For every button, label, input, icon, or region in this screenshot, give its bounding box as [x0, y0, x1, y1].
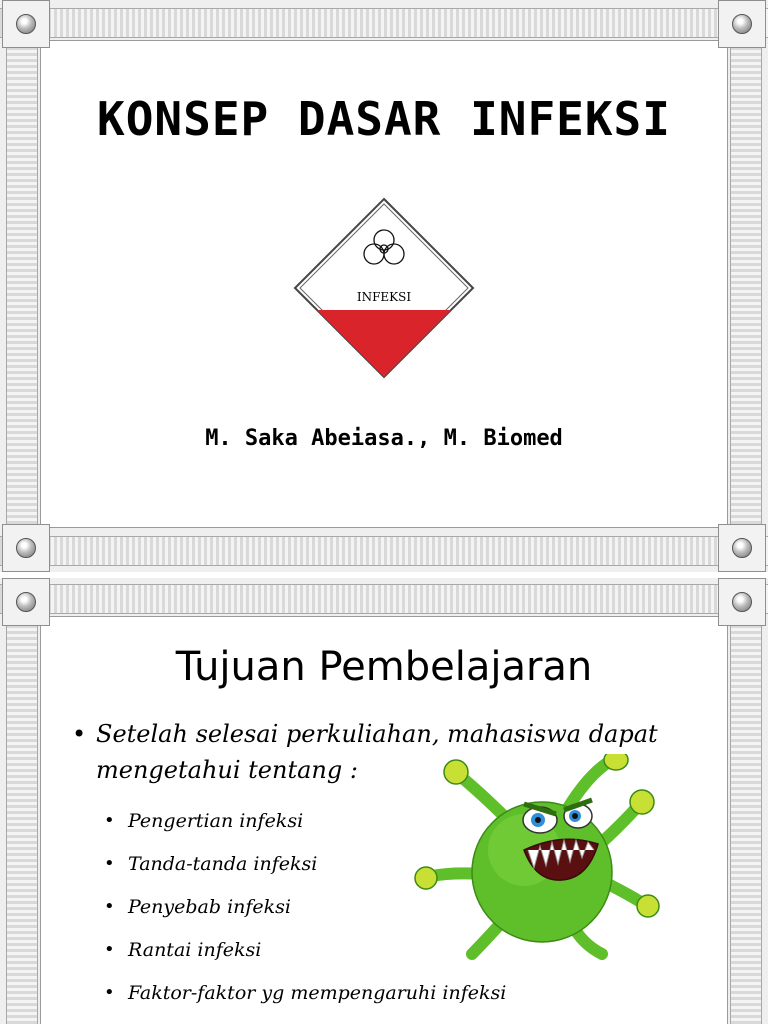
list-item	[102, 976, 506, 1019]
slide-title: Tujuan Pembelajaran	[175, 644, 593, 690]
bullet-icon: •	[104, 939, 115, 960]
list-item-text: Penyebab infeksi	[128, 896, 292, 918]
rivet-icon	[16, 538, 36, 558]
bullet-icon: •	[72, 720, 87, 748]
bullet-icon: •	[104, 982, 115, 1003]
intro-text: Setelah selesai perkuliahan, mahasiswa dapat mengetahui tentang :	[96, 720, 658, 784]
slide-title: KONSEP DASAR INFEKSI	[97, 92, 671, 146]
list-item-text: Faktor-faktor yg mempengaruhi infeksi	[128, 982, 507, 1004]
author-name: M. Saka Abeiasa., M. Biomed	[205, 426, 563, 451]
list-item	[102, 847, 506, 890]
rivet-icon	[732, 14, 752, 34]
rivet-icon	[732, 538, 752, 558]
list-item	[102, 890, 506, 933]
bullet-icon: •	[104, 896, 115, 917]
hazard-diamond-icon	[292, 196, 476, 380]
corner-top-right	[718, 0, 766, 48]
list-item	[102, 804, 506, 847]
list-item	[102, 933, 506, 976]
bullet-icon: •	[104, 810, 115, 831]
corner-top-left	[2, 0, 50, 48]
rivet-icon	[16, 592, 36, 612]
topic-list	[102, 804, 506, 1019]
corner-bottom-left	[2, 524, 50, 572]
frame-rail-left	[6, 0, 38, 572]
hazard-red-band	[292, 310, 476, 380]
frame-rail-right	[730, 0, 762, 572]
rivet-icon	[16, 14, 36, 34]
list-item-text: Pengertian infeksi	[128, 810, 304, 832]
frame-rail-top	[0, 8, 768, 38]
slide-2	[0, 578, 768, 1024]
corner-top-right	[718, 578, 766, 626]
bullet-icon: •	[104, 853, 115, 874]
list-item-text: Tanda-tanda infeksi	[128, 853, 318, 875]
corner-bottom-right	[718, 524, 766, 572]
infeksi-hazard-label	[292, 196, 476, 380]
frame-rail-top	[0, 584, 768, 614]
frame-rail-right	[730, 578, 762, 1024]
hazard-label-text: INFEKSI	[356, 290, 412, 304]
frame-rail-bottom	[0, 536, 768, 566]
rivet-icon	[732, 592, 752, 612]
corner-top-left	[2, 578, 50, 626]
list-item-text: Rantai infeksi	[128, 939, 262, 961]
frame-rail-left	[6, 578, 38, 1024]
